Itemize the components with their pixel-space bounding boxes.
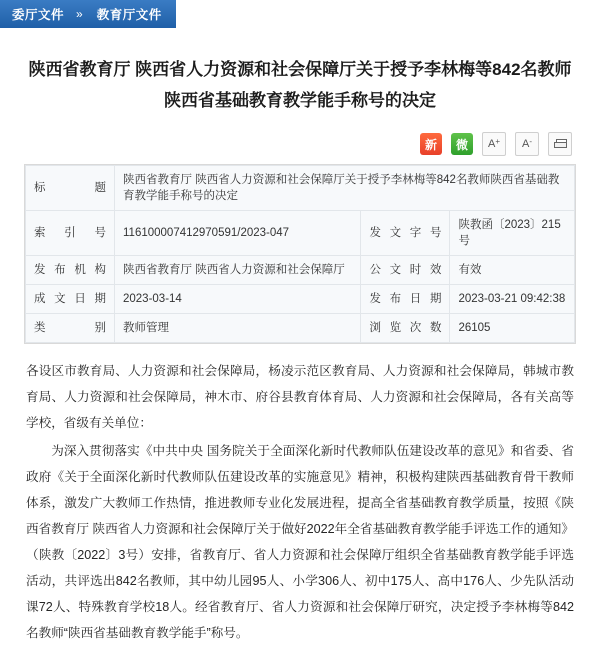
meta-value-publisher: 陕西省教育厅 陕西省人力资源和社会保障厅 [115,256,361,285]
body-paragraph-1: 为深入贯彻落实《中共中央 国务院关于全面深化新时代教师队伍建设改革的意见》和省委、省政府《关于全面深化新时代教师队伍建设改革的实施意见》精神，积极构建陕西基础教育骨干教师体系，激发广大教师工作热情，推进教师专业化发展进程，提高全省基础教育教学质量，按照《陕西省教育厅 陕西省人力资源和社会保障厅关于做好2022年全省基础教育教学能手评选工作的通知》（陕教〔2022〕3号）安排，省教育厅、省人力资源和社会保障厅组织全省基础教育教学能手评选活动，共评选出842名教师，其中幼儿园95人、小学306人、初中175人、高中176人、少先队活动课72人、特殊教育学校18人。经省教育厅、省人力资源和社会保障厅研究，决定授予李林梅等842名教师“陕西省基础教育教学能手”称号。 [26,444,574,640]
meta-value-writedate: 2023-03-14 [115,285,361,314]
meta-value-publishdate: 2023-03-21 09:42:38 [450,285,575,314]
meta-label-docnumber: 发文字号 [361,211,450,256]
meta-label-publishdate: 发布日期 [361,285,450,314]
meta-label-publisher: 发布机构 [26,256,115,285]
breadcrumb [0,0,600,28]
font-decrease-sup: - [529,136,532,146]
meta-value-docnumber: 陕教函〔2023〕215号 [450,211,575,256]
share-wechat-icon[interactable]: 微 [451,133,473,155]
table-row [26,256,575,285]
document-meta-table [24,164,576,344]
document-body [0,344,600,658]
print-button[interactable] [548,132,572,156]
table-row [26,166,575,211]
font-increase-sup: + [495,136,500,146]
meta-label-category: 类 别 [26,314,115,343]
font-increase-button[interactable] [482,132,506,156]
table-row [26,285,575,314]
table-row [26,211,575,256]
meta-label-index: 索引号 [26,211,115,256]
meta-value-title: 陕西省教育厅 陕西省人力资源和社会保障厅关于授予李林梅等842名教师陕西省基础教育教学能手称号的决定 [115,166,575,211]
body-paragraph-0: 各设区市教育局、人力资源和社会保障局，杨凌示范区教育局、人力资源和社会保障局，韩城市教育局、人力资源和社会保障局，神木市、府谷县教育体育局、人力资源和社会保障局，各有关高等学校，省级有关单位： [26,364,574,430]
share-weibo-icon[interactable]: 新 [420,133,442,155]
page-title: 陕西省教育厅 陕西省人力资源和社会保障厅关于授予李林梅等842名教师陕西省基础教育教学能手称号的决定 [28,60,572,110]
document-toolbar [0,122,600,164]
title-section [0,28,600,122]
meta-label-views: 浏览次数 [361,314,450,343]
breadcrumb-item-0[interactable]: 委厅文件 [0,0,74,28]
meta-value-category: 教师管理 [115,314,361,343]
font-decrease-label: A [521,138,530,150]
meta-label-title: 标 题 [26,166,115,211]
print-icon [554,139,567,150]
table-row [26,314,575,343]
meta-value-index: 116100007412970591/2023-047 [115,211,361,256]
meta-value-validity: 有效 [450,256,575,285]
font-increase-label: A [487,138,496,150]
breadcrumb-item-1[interactable]: 教育厅文件 [85,0,176,28]
breadcrumb-filler [176,0,600,28]
meta-label-writedate: 成文日期 [26,285,115,314]
meta-label-validity: 公文时效 [361,256,450,285]
meta-value-views: 26105 [450,314,575,343]
font-decrease-button[interactable] [515,132,539,156]
breadcrumb-separator-icon: » [74,0,85,28]
